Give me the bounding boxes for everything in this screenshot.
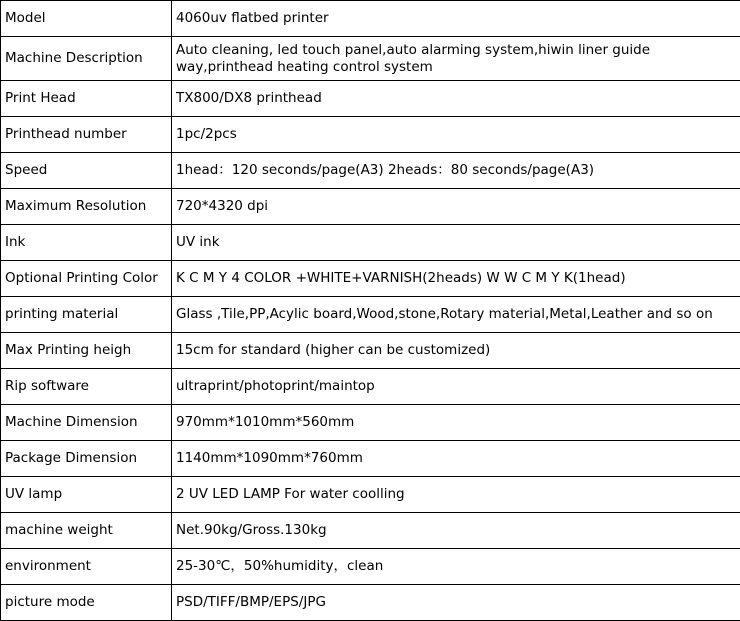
row-label: Optional Printing Color [1,261,172,297]
table-row-maximum-resolution [1,189,740,225]
row-label: picture mode [1,585,172,621]
row-value: Glass ,Tile,PP,Acylic board,Wood,stone,Rotary material,Metal,Leather and so on [172,297,740,333]
row-value: 2 UV LED LAMP For water coolling [172,477,740,513]
row-label: Machine Dimension [1,405,172,441]
row-value: K C M Y 4 COLOR +WHITE+VARNISH(2heads) W W C M Y K(1head) [172,261,740,297]
table-row-picture-mode [1,585,740,621]
row-label: Print Head [1,81,172,117]
row-value: 4060uv flatbed printer [172,1,740,37]
row-value: 1140mm*1090mm*760mm [172,441,740,477]
row-label: Machine Description [1,37,172,81]
row-label: Maximum Resolution [1,189,172,225]
table-row-uv-lamp [1,477,740,513]
table-row-package-dimension [1,441,740,477]
table-row-printing-material [1,297,740,333]
row-label: Max Printing heigh [1,333,172,369]
table-row-print-head [1,81,740,117]
row-label: Package Dimension [1,441,172,477]
row-value: 15cm for standard (higher can be customized) [172,333,740,369]
row-value: 720*4320 dpi [172,189,740,225]
spec-table-body [1,1,740,621]
row-label: Printhead number [1,117,172,153]
row-label: machine weight [1,513,172,549]
row-value: 1pc/2pcs [172,117,740,153]
table-row-printhead-number [1,117,740,153]
row-label: Model [1,1,172,37]
table-row-machine-description [1,37,740,81]
table-row-machine-dimension [1,405,740,441]
row-label: Rip software [1,369,172,405]
row-value: Auto cleaning, led touch panel,auto alarming system,hiwin liner guide way,printhead heating control system [172,37,740,81]
row-label: printing material [1,297,172,333]
table-row-max-printing-heigh [1,333,740,369]
row-value: PSD/TIFF/BMP/EPS/JPG [172,585,740,621]
row-label: Speed [1,153,172,189]
table-row-optional-printing-color [1,261,740,297]
row-label: UV lamp [1,477,172,513]
row-value: UV ink [172,225,740,261]
row-value: Net.90kg/Gross.130kg [172,513,740,549]
table-row-speed [1,153,740,189]
row-value: ultraprint/photoprint/maintop [172,369,740,405]
table-row-model [1,1,740,37]
row-label: Ink [1,225,172,261]
table-row-environment [1,549,740,585]
row-label: environment [1,549,172,585]
table-row-machine-weight [1,513,740,549]
table-row-rip-software [1,369,740,405]
row-value: TX800/DX8 printhead [172,81,740,117]
row-value: 970mm*1010mm*560mm [172,405,740,441]
row-value: 1head：120 seconds/page(A3) 2heads：80 seconds/page(A3) [172,153,740,189]
row-value: 25-30℃，50%humidity，clean [172,549,740,585]
table-row-ink [1,225,740,261]
